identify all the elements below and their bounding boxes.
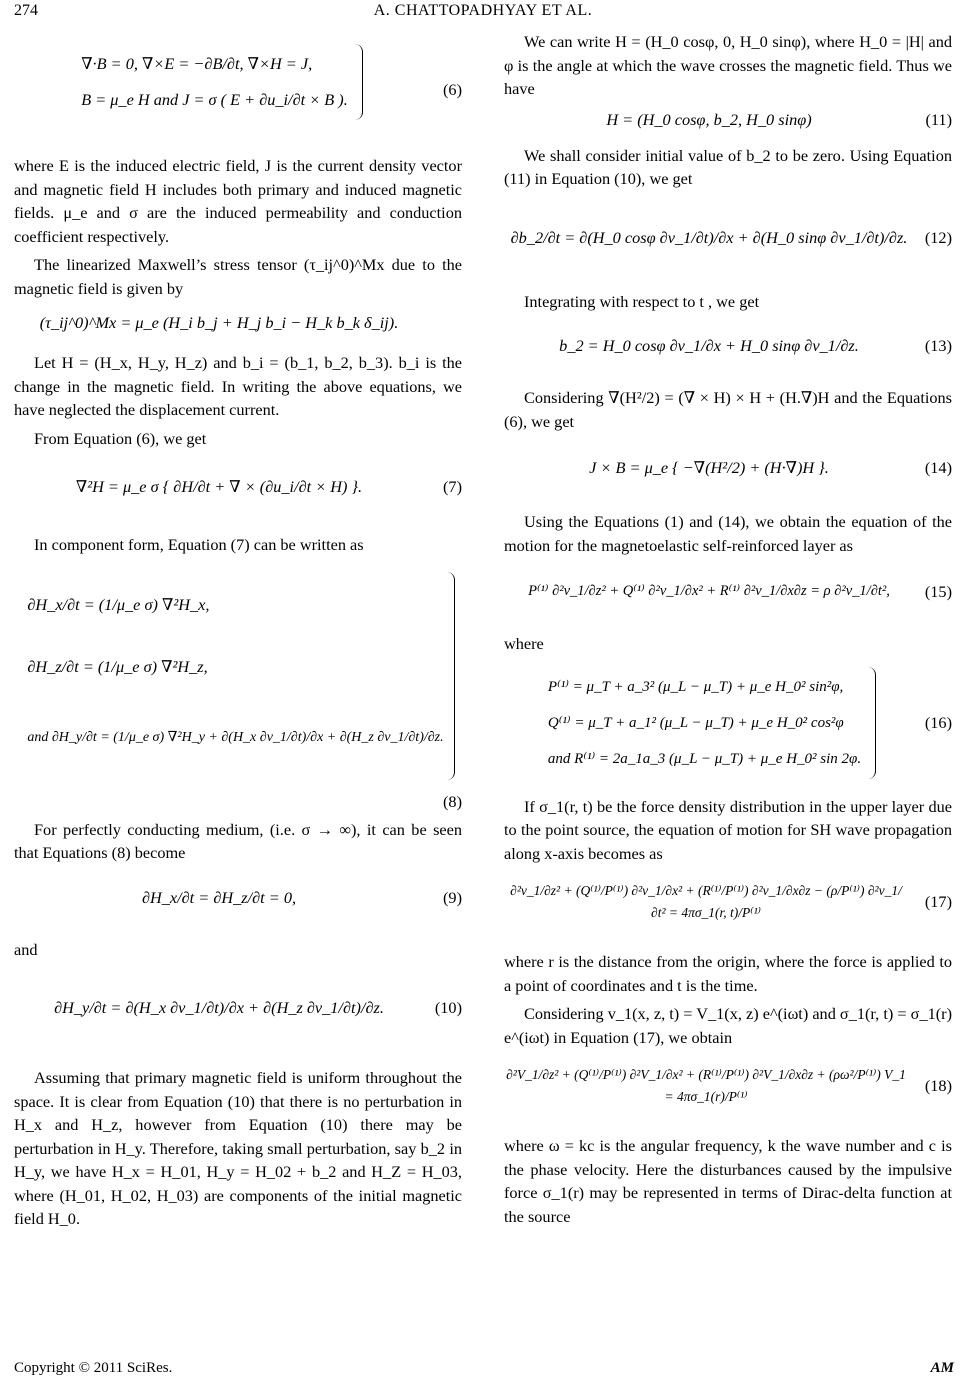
equation-16-line-2: Q⁽¹⁾ = μ_T + a_1² (μ_L − μ_T) + μ_e H_0² cos²φ bbox=[547, 714, 844, 731]
equation-number: (11) bbox=[925, 109, 952, 129]
equation-6-line-1: ∇·B = 0, ∇×E = −∂B/∂t, ∇×H = J, bbox=[81, 54, 313, 73]
equation-number: (15) bbox=[924, 582, 952, 601]
paragraph: Considering ∇(H²/2) = (∇ × H) × H + (H.∇)H and the Equations (6), we get bbox=[504, 388, 952, 431]
equation-17: ∂²v_1/∂z² + (Q⁽¹⁾/P⁽¹⁾) ∂²v_1/∂x² + (R⁽¹⁾/P⁽¹⁾) ∂²v_1/∂x∂z − (ρ/P⁽¹⁾) ∂²v_1/∂t² = 4πσ_1(r, t)/P⁽¹⁾ (17) bbox=[510, 883, 952, 920]
paragraph: where E is the induced electric field, J is the current density vector and magnetic field H includes both primary and induced magnetic fields. μ_e and σ are the induced permeability and conduction coefficient respectively. bbox=[14, 156, 462, 246]
equation-10: ∂H_y/∂t = ∂(H_x ∂v_1/∂t)/∂x + ∂(H_z ∂v_1/∂t)/∂z. (10) bbox=[14, 966, 462, 1058]
equation-6 bbox=[14, 34, 462, 146]
equation-number: (12) bbox=[924, 227, 952, 247]
equation-9: ∂H_x/∂t = ∂H_z/∂t = 0, (9) bbox=[14, 870, 462, 930]
equation-16-line-1: P⁽¹⁾ = μ_T + a_3² (μ_L − μ_T) + μ_e H_0² sin²φ, bbox=[547, 678, 844, 695]
equation-number: (14) bbox=[924, 458, 952, 477]
equation-stress-tensor: (τ_ij^0)^Mx = μ_e (H_i b_j + H_j b_i − H_k b_k δ_ij). bbox=[39, 313, 399, 332]
equation-number: (10) bbox=[434, 998, 462, 1017]
equation-number: (7) bbox=[443, 477, 462, 496]
paragraph: Integrating with respect to t , we get bbox=[524, 291, 760, 311]
equation-number: (17) bbox=[924, 892, 952, 911]
equation-12: ∂b_2/∂t = ∂(H_0 cosφ ∂v_1/∂t)/∂x + ∂(H_0 sinφ ∂v_1/∂t)/∂z. (12) bbox=[504, 196, 952, 282]
paragraph: For perfectly conducting medium, (i.e. σ → ∞), it can be seen that Equations (8) become bbox=[14, 819, 462, 862]
paragraph: The linearized Maxwell’s stress tensor (τ_ij^0)^Mx due to the magnetic field is given by bbox=[14, 255, 462, 298]
journal-abbrev: AM bbox=[930, 1360, 954, 1376]
paragraph: Let H = (H_x, H_y, H_z) and b_i = (b_1, b_2, b_3). b_i is the change in the magnetic field. In writing the above equations, we have neglected the displacement current. bbox=[14, 353, 462, 419]
paragraph: and bbox=[14, 939, 38, 959]
copyright: Copyright © 2011 SciRes. bbox=[14, 1360, 173, 1376]
paragraph: Using the Equations (1) and (14), we obtain the equation of the motion for the magnetoelastic self-reinforced layer as bbox=[504, 512, 952, 555]
paragraph: From Equation (6), we get bbox=[34, 428, 207, 448]
equation-7: ∇²H = μ_e σ { ∂H/∂t + ∇ × (∂u_i/∂t × H) }. (7) bbox=[14, 455, 462, 525]
paragraph: In component form, Equation (7) can be written as bbox=[34, 535, 364, 554]
paragraph: We shall consider initial value of b_2 to be zero. Using Equation (11) in Equation (10), we get bbox=[504, 145, 952, 188]
left-column bbox=[14, 30, 462, 1236]
equation-6-line-2: B = μ_e H and J = σ ( E + ∂u_i/∂t × B ). bbox=[81, 90, 348, 109]
equation-8-line-2: ∂H_z/∂t = (1/μ_e σ) ∇²H_z, bbox=[27, 656, 208, 676]
equation-8-line-1: ∂H_x/∂t = (1/μ_e σ) ∇²H_x, bbox=[27, 594, 210, 614]
equation-number: (9) bbox=[443, 887, 462, 907]
paragraph: Considering v_1(x, z, t) = V_1(x, z) e^(iωt) and σ_1(r, t) = σ_1(r) e^(iωt) in Equation (17), we obtain bbox=[504, 1004, 952, 1047]
equation-number: (18) bbox=[924, 1076, 952, 1095]
equation-14: J × B = μ_e { −∇(H²/2) + (H·∇)H }. (14) bbox=[504, 438, 952, 502]
running-title: A. CHATTOPADHYAY ET AL. bbox=[373, 2, 593, 19]
right-column bbox=[504, 30, 952, 1233]
equation-number: (13) bbox=[924, 336, 952, 355]
equation-16 bbox=[504, 661, 952, 787]
equation-8 bbox=[14, 562, 462, 810]
paragraph: Assuming that primary magnetic field is uniform throughout the space. It is clear from Equation (10) that there is no perturbation in H_x and H_z, however from Equation (10) there may be perturbation in H_y. Therefore, taking small perturbation, say b_2 in H_y, we have H_x = H_01, H_y = H_02 + b_2 and H_Z = H_03, where (H_01, H_02, H_03) are components of the initial magnetic field H_0. bbox=[14, 1068, 462, 1228]
equation-number: (6) bbox=[443, 80, 462, 99]
paragraph: where bbox=[504, 634, 544, 653]
paragraph: where r is the distance from the origin, where the force is applied to a point of coordinates and t is the time. bbox=[504, 952, 952, 995]
page-number: 274 bbox=[14, 2, 38, 19]
equation-18: ∂²V_1/∂z² + (Q⁽¹⁾/P⁽¹⁾) ∂²V_1/∂x² + (R⁽¹⁾/P⁽¹⁾) ∂²V_1/∂x∂z + (ρω²/P⁽¹⁾) V_1 = 4πσ_1(r)/P⁽¹⁾ (18) bbox=[506, 1067, 952, 1104]
equation-11: H = (H_0 cosφ, b_2, H_0 sinφ) (11) bbox=[504, 106, 952, 136]
equation-13: b_2 = H_0 cosφ ∂v_1/∂x + H_0 sinφ ∂v_1/∂z. (13) bbox=[504, 318, 952, 378]
equation-16-line-3: and R⁽¹⁾ = 2a_1a_3 (μ_L − μ_T) + μ_e H_0² sin 2φ. bbox=[547, 750, 862, 767]
equation-number: (8) bbox=[443, 791, 462, 811]
paragraph: where ω = kc is the angular frequency, k the wave number and c is the phase velocity. Here the disturbances caused by the impulsive force σ_1(r) may be represented in terms of Dirac-delta function at the source bbox=[504, 1136, 952, 1226]
paragraph: If σ_1(r, t) be the force density distribution in the upper layer due to the point source, the equation of motion for SH wave propagation along x-axis becomes as bbox=[504, 796, 952, 863]
equation-number: (16) bbox=[924, 712, 952, 732]
page-footer bbox=[0, 1360, 966, 1382]
equation-8-line-3: and ∂H_y/∂t = (1/μ_e σ) ∇²H_y + ∂(H_x ∂v_1/∂t)/∂x + ∂(H_z ∂v_1/∂t)/∂z. bbox=[27, 729, 444, 745]
page-header bbox=[0, 2, 966, 28]
paragraph: We can write H = (H_0 cosφ, 0, H_0 sinφ), where H_0 = |H| and φ is the angle at which the wave crosses the magnetic field. Thus we have bbox=[504, 32, 952, 98]
equation-15: P⁽¹⁾ ∂²v_1/∂z² + Q⁽¹⁾ ∂²v_1/∂x² + R⁽¹⁾ ∂²v_1/∂x∂z = ρ ∂²v_1/∂t², (15) bbox=[504, 562, 952, 624]
